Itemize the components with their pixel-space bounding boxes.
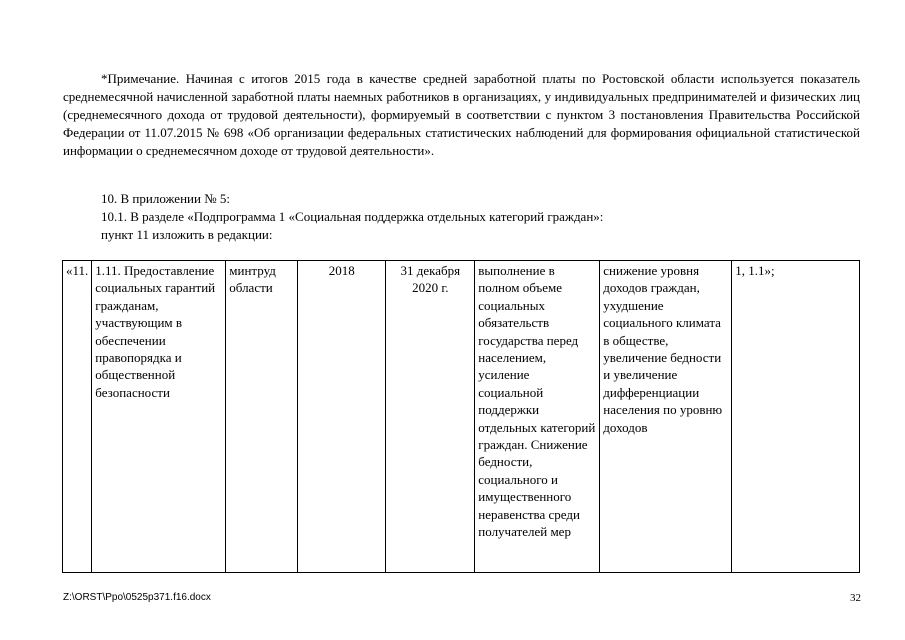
- cell-indicators: 1, 1.1»;: [732, 261, 860, 573]
- footer-file-path: Z:\ORST\Ppo\0525p371.f16.docx: [63, 592, 211, 603]
- note-paragraph: *Примечание. Начиная с итогов 2015 года в качестве средней заработной платы по Ростовской области используется показатель среднемесячной начисленной заработной платы наемных работников в организациях, у индивидуальных предпринимателей и физических лиц (среднемесячного дохода от трудовой деятельности), формируемый в соответствии с пунктом 3 постановления Правительства Российской Федерации от 11.07.2015 № 698 «Об организации федеральных статистических наблюдений для формирования официальной статистической информации о среднемесячном доходе от трудовой деятельности».: [63, 71, 860, 158]
- cell-consequences: снижение уровня доходов граждан, ухудшение социального климата в обществе, увеличение бедности и увеличение дифференциации населения по уровню доходов: [600, 261, 732, 573]
- item-10-1-heading: 10.1. В разделе «Подпрограмма 1 «Социальная поддержка отдельных категорий граждан»:: [101, 209, 604, 224]
- table-row: [63, 261, 860, 573]
- page-number: 32: [850, 592, 861, 604]
- item-10-heading: 10. В приложении № 5:: [101, 191, 230, 206]
- cell-end-date: 31 декабря 2020 г.: [386, 261, 475, 573]
- program-table: [62, 260, 860, 573]
- cell-row-number: «11.: [63, 261, 92, 573]
- cell-measure-name: 1.11. Предоставление социальных гарантий гражданам, участвующим в обеспечении правопорядка и общественной безопасности: [92, 261, 226, 573]
- cell-start-year: 2018: [298, 261, 386, 573]
- item-11-instruction: пункт 11 изложить в редакции:: [101, 227, 273, 242]
- cell-executor: минтруд области: [226, 261, 298, 573]
- cell-expected-result: выполнение в полном объеме социальных обязательств государства перед населением, усиление социальной поддержки отдельных категорий граждан. Снижение бедности, социального и имущественного неравенства среди получателей мер: [475, 261, 600, 573]
